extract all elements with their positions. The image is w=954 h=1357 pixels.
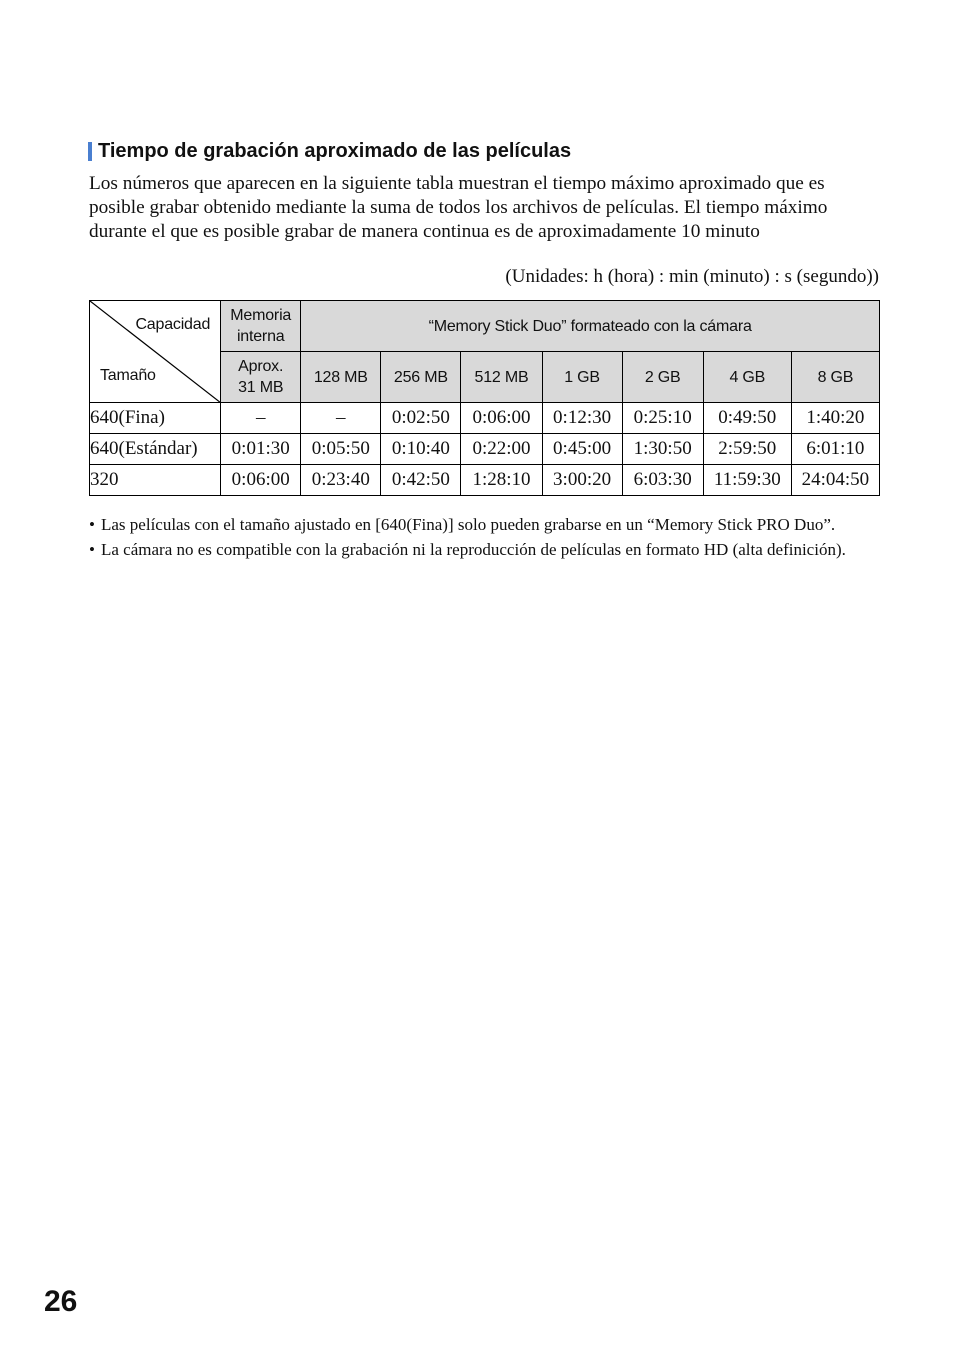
table-cell: 0:05:50 bbox=[301, 434, 381, 465]
table-cell: – bbox=[221, 403, 301, 434]
memory-stick-header: “Memory Stick Duo” formateado con la cámara bbox=[301, 301, 880, 352]
table-cell: 1:28:10 bbox=[461, 465, 542, 496]
units-note: (Unidades: h (hora) : min (minuto) : s (segundo)) bbox=[505, 266, 879, 287]
recording-time-table bbox=[89, 300, 880, 496]
table-cell: 1:30:50 bbox=[622, 434, 703, 465]
page-number: 26 bbox=[44, 1285, 78, 1318]
table-cell: 0:23:40 bbox=[301, 465, 381, 496]
table-cell: 0:42:50 bbox=[381, 465, 461, 496]
table-row bbox=[90, 434, 880, 465]
internal-memory-header-line2: interna bbox=[236, 328, 285, 345]
table-cell: 0:45:00 bbox=[542, 434, 622, 465]
row-label: 640(Estándar) bbox=[90, 434, 221, 465]
table-cell: 0:01:30 bbox=[221, 434, 301, 465]
capacity-header: 128 MB bbox=[301, 352, 381, 403]
row-label: 640(Fina) bbox=[90, 403, 221, 434]
internal-capacity-line2: 31 MB bbox=[238, 379, 284, 396]
table-cell: 0:49:50 bbox=[703, 403, 791, 434]
internal-memory-header bbox=[221, 301, 301, 352]
internal-memory-capacity bbox=[221, 352, 301, 403]
table-cell: 6:01:10 bbox=[791, 434, 879, 465]
capacity-header: 4 GB bbox=[703, 352, 791, 403]
note-item bbox=[89, 539, 869, 561]
table-cell: 0:25:10 bbox=[622, 403, 703, 434]
section-heading bbox=[88, 140, 571, 163]
table-cell: 2:59:50 bbox=[703, 434, 791, 465]
capacity-header: 512 MB bbox=[461, 352, 542, 403]
internal-capacity-line1: Aprox. bbox=[238, 358, 284, 375]
table-cell: 11:59:30 bbox=[703, 465, 791, 496]
table-cell: – bbox=[301, 403, 381, 434]
heading-bar-icon bbox=[88, 142, 92, 161]
table-row bbox=[90, 403, 880, 434]
capacity-header: 1 GB bbox=[542, 352, 622, 403]
note-text: Las películas con el tamaño ajustado en [640(Fina)] solo pueden grabarse en un “Memory Stick PRO Duo”. bbox=[101, 515, 836, 534]
capacity-header: 2 GB bbox=[622, 352, 703, 403]
capacity-header: 8 GB bbox=[791, 352, 879, 403]
note-item bbox=[89, 514, 869, 536]
bullet-icon: • bbox=[89, 515, 95, 534]
table-cell: 0:22:00 bbox=[461, 434, 542, 465]
table-cell: 24:04:50 bbox=[791, 465, 879, 496]
note-text: La cámara no es compatible con la grabación ni la reproducción de películas en formato HD (alta definición). bbox=[101, 540, 846, 559]
table-cell: 0:06:00 bbox=[461, 403, 542, 434]
corner-capacity-label: Capacidad bbox=[135, 316, 211, 333]
corner-size-label: Tamaño bbox=[100, 367, 156, 384]
table-corner-cell bbox=[90, 301, 221, 403]
internal-memory-header-line1: Memoria bbox=[230, 307, 292, 324]
table-cell: 3:00:20 bbox=[542, 465, 622, 496]
capacity-header: 256 MB bbox=[381, 352, 461, 403]
table-cell: 0:10:40 bbox=[381, 434, 461, 465]
row-label: 320 bbox=[90, 465, 221, 496]
table-cell: 0:02:50 bbox=[381, 403, 461, 434]
section-heading-text: Tiempo de grabación aproximado de las películas bbox=[98, 140, 572, 162]
table-cell: 0:06:00 bbox=[221, 465, 301, 496]
notes-list bbox=[89, 514, 869, 564]
table-row bbox=[90, 465, 880, 496]
intro-paragraph: Los números que aparecen en la siguiente tabla muestran el tiempo máximo aproximado que es posible grabar obtenido mediante la suma de todos los archivos de películas. El tiempo máximo durante el que es posible grabar de manera continua es de aproximadamente 10 minuto bbox=[89, 173, 828, 242]
table-cell: 6:03:30 bbox=[622, 465, 703, 496]
bullet-icon: • bbox=[89, 540, 95, 559]
table-cell: 1:40:20 bbox=[791, 403, 879, 434]
table-cell: 0:12:30 bbox=[542, 403, 622, 434]
